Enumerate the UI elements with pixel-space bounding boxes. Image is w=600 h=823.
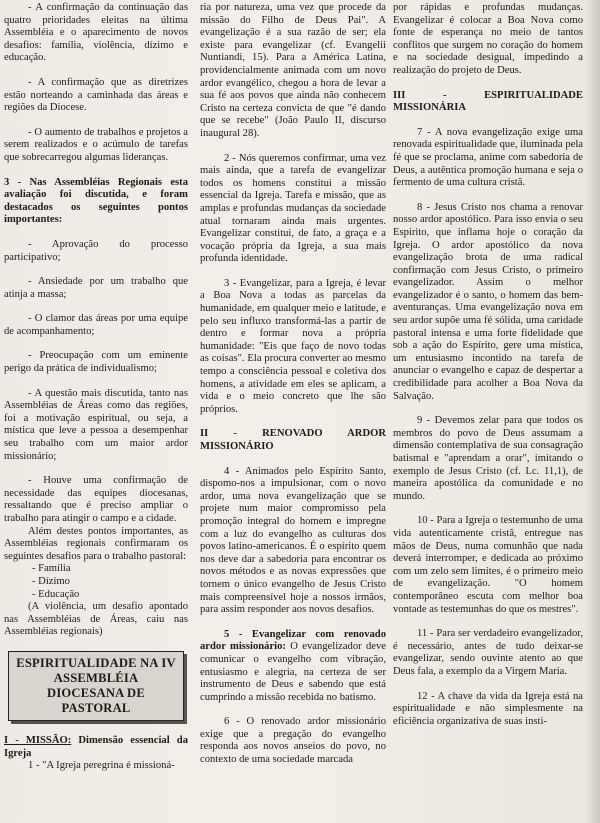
column-2 (200, 2, 386, 823)
section-heading-mission-prefix: I - MISSÃO: (4, 734, 72, 746)
paragraph-5-heading: 5 - Evangelizar com renovado ardor missionário: (200, 628, 386, 653)
section-heading-mission-rest: Dimensão essencial da Igreja (4, 734, 188, 759)
list-item: - Educação (32, 588, 80, 600)
paragraph-12: 12 - A chave da vida da Igreja está na espiritualidade e não simplesmente na eficiência organizativa de suas insti- (393, 690, 583, 727)
paragraph-violence-note: (A violência, um desafio apontado nas Assembléias de Áreas, caiu nas Assembléias regionais) (4, 601, 188, 638)
paragraph-4: 4 - Animados pelo Espírito Santo, dispomo-nos a impulsionar, com o novo ardor, uma nova evangelização que se projete num maior compromisso pela promoção integral do homem e impregne com a luz do evangelho as culturas dos povos latino-americanos. É o espírito quem nos deve dar a sabedoria para encontrar os novos métodos e as novas expressões que tornem o único evangelho de Jesus Cristo mais compreensível hoje a nossos irmãos, para assim responder aos novos desafios. (200, 465, 386, 616)
paragraph-6: 6 - O renovado ardor missionário exige que a pregação do evangelho responda aos novos anseios do povo, no contexto de uma sociedade marcada (200, 716, 386, 766)
list-item: - Família (32, 563, 71, 575)
section-heading-spirituality: III - ESPIRITUALIDADE MISSIONÁRIA (393, 89, 583, 114)
paragraph-challenges: Além destes pontos importantes, as Assembléias regionais confirmaram os seguintes desafios para o trabalho pastoral: (4, 525, 188, 562)
paragraph-5-body: O evangelizador deve comunicar o evangelho com vibração, entusiasmo e alegria, na certeza de ser instrumento de Deus e sabendo que está cumprindo a missão recebida no batismo. (200, 641, 386, 703)
paragraph-10: 10 - Para a Igreja o testemunho de uma vida autenticamente cristã, entregue nas mãos de Deus, numa comunhão que nada deverá interromper, e dedicada ao próximo com um zelo sem limites, é o primeiro meio de evangelização. "O homem contemporâneo escuta com melhor boa vontade as testemunhas do que os mestres". (393, 515, 583, 615)
column-3 (393, 2, 583, 823)
paragraph-confirmation-guidelines: - A confirmação que as diretrizes estão norteando a caminhada das áreas e regiões da Diocese. (4, 76, 188, 114)
list-item: - Dízimo (32, 575, 70, 587)
section-banner: ESPIRITUALIDADE NA IV ASSEMBLÉIA DIOCESANA DE PASTORAL (8, 651, 184, 721)
bullet-teams: - Houve uma confirmação de necessidade das equipes diocesanas, ressaltando que é preciso ampliar o trabalho para atingir o campo e a cidade. (4, 475, 188, 524)
paragraph-1-start: 1 - "A Igreja peregrina é missioná- (28, 760, 175, 772)
paragraph-2: 2 - Nós queremos confirmar, uma vez mais ainda, que a tarefa de evangelizar todos os homens constitui a missão essencial da Igreja. Tarefa e missão, que as amplas e profundas mudanças da sociedade atual tornaram ainda mais urgentes. Evangelizar constitui, de fato, a graça e a vocação própria da Igreja, a sua mais profunda identidade. (200, 152, 386, 265)
section-heading-mission (4, 735, 188, 760)
paragraph-7: 7 - A nova evangelização exige uma renovada espiritualidade que, iluminada pela fé que se proclama, anime com sabedoria de Deus, a autêntica promoção humana e seja o fermento de uma cultura cristã. (393, 126, 583, 189)
paragraph-workload: - O aumento de trabalhos e projetos a serem realizados e o acúmulo de tarefas que sobrecarregou algumas lideranças. (4, 126, 188, 163)
paragraph-5 (200, 629, 386, 705)
paragraph-11: 11 - Para ser verdadeiro evangelizador, é necessário, antes de tudo deixar-se evangelizar, sendo ouvinte atento ao que Deus fala, a exemplo da a Virgem Maria. (393, 628, 583, 677)
bullet-approval: - Aprovação do processo participativo; (4, 238, 188, 263)
bullet-individualism: - Preocupação com um eminente perigo da prática de individualismo; (4, 350, 188, 375)
paragraph-9: 9 - Devemos zelar para que todos os membros do povo de Deus assumam a dimensão contemplativa de sua consagração batismal e "aprendam a orar", imitando o exemplo de Jesus Cristo (cf. Lc. 11,1), de maneira apostólica da comunidade e no mundo. (393, 415, 583, 502)
page-edge-shadow (586, 0, 600, 823)
paragraph-6-continued: por rápidas e profundas mudanças. Evangelizar é colocar a Boa Nova como fonte de esperança no meio de tantos conflitos que surgem no coração do homem e na sociedade desigual, impedindo a realização do projeto de Deus. (393, 2, 583, 76)
challenges-list (4, 563, 188, 601)
paragraph-confirmation-priorities: - A confirmação da continuação das quatro prioridades eleitas na última Assembléia e o aparecimento de novos desafios: família, violência, dízimo e educação. (4, 2, 188, 64)
section-heading-ardor: II - RENOVADO ARDOR MISSIONÁRIO (200, 428, 386, 452)
bullet-clamor: - O clamor das áreas por uma equipe de acompanhamento; (4, 313, 188, 337)
bullet-anxiety: - Ansiedade por um trabalho que atinja a massa; (4, 276, 188, 300)
bullet-motivation: - A questão mais discutida, tanto nas Assembléias de Áreas como das regiões, foi a motivação espiritual, ou seja, a mística que leve a pessoa a desempenhar seu trabalho com um maior ardor missionário; (4, 387, 188, 462)
column-1 (4, 2, 188, 823)
paragraph-3: 3 - Evangelizar, para a Igreja, é levar a Boa Nova a todas as parcelas da humanidade, em qualquer meio e latitude, e pelo seu influxo transformá-las a partir de dentro e formar nova a própria humanidade: "Eis que faço de novo todas as coisas". Ela procura converter ao mesmo tempo a consciência pessoal e coletiva dos homens, a atividade em eles se aplicam, a vida e o meio concreto que lhe são próprios. (200, 277, 386, 415)
heading-regional-assemblies: 3 - Nas Assembléias Regionais esta avaliação foi discutida, e foram destacados os seguintes pontos importantes: (4, 176, 188, 226)
paragraph-8: 8 - Jesus Cristo nos chama a renovar nosso ardor apostólico. Para isso envia o seu Espírito, que inflama hoje o coração da Igreja. O ardor apostólico da nova evangelização brota de uma radical confirmação com Jesus Cristo, o primeiro evangelizador. Assim o melhor evangelizador é o santo, o homem das bem-aventuranças. Uma evangelização nova em seu ardor supõe uma fé sólida, uma caridade pastoral intensa e uma forte fidelidade que sob a ação do Espírito, gere uma mística, um entusiasmo incontido na tarefa de anunciar o evangelho e capaz de despertar a credibilidade para acolher a Boa Nova da Salvação. (393, 201, 583, 402)
paragraph-1-continued: ria por natureza, uma vez que procede da missão do Filho de Deus Pai". A evangelização é a sua razão de ser; ela existe para evangelizar (cf. Evangelii Nuntiandi, 15). Para a América Latina, providencialmente animada com um novo ardor evangélico, chegou a hora de levar a sua fé aos povos que ainda não conhecem Cristo na certeza convicta de que "é dando que se recebe" (João Paulo II, discurso inaugural 28). (200, 2, 386, 139)
